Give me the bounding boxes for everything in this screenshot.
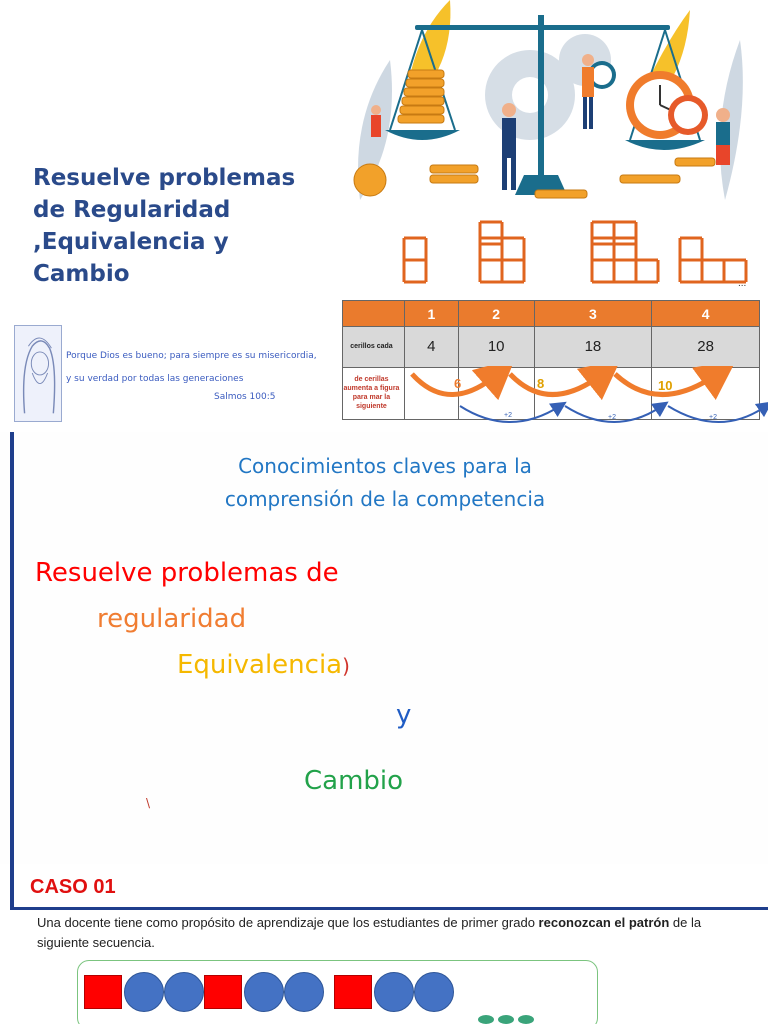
red-square-shape <box>84 975 122 1009</box>
position-cell: 2 <box>458 301 534 327</box>
verse-line-1: Porque Dios es bueno; para siempre es su misericordia, <box>66 351 317 361</box>
case-text-end: de la siguiente secuencia. <box>37 915 702 950</box>
case-title: CASO 01 <box>30 876 116 898</box>
blue-circle-shape <box>244 972 284 1012</box>
title-line-4: Cambio <box>33 261 130 287</box>
slide-1 <box>0 0 768 432</box>
row-label-matches: cerillos cada <box>343 327 405 367</box>
red-square-shape <box>334 975 372 1009</box>
slide-2-heading <box>100 450 670 516</box>
row-label-increment: de cerillas aumenta a figura para mar la siguiente <box>343 367 405 419</box>
competence-line-equivalencia <box>177 650 350 680</box>
position-cell: 4 <box>652 301 760 327</box>
case-description <box>37 913 737 953</box>
stray-mark: \ <box>146 796 151 810</box>
case-text-start: Una docente tiene como propósito de aprendizaje que los estudiantes de primer grado <box>37 915 539 930</box>
table-corner <box>343 301 405 327</box>
heading-line-2: comprensión de la competencia <box>224 487 546 511</box>
sequence-ellipsis: ... <box>738 278 747 289</box>
value-cell: 28 <box>652 327 760 367</box>
matchstick-figures <box>380 218 768 300</box>
increment-arrows <box>400 366 768 428</box>
blue-circle-shape <box>374 972 414 1012</box>
position-cell: 1 <box>404 301 458 327</box>
blue-circle-shape <box>284 972 324 1012</box>
slide-2-left-bar <box>10 432 14 864</box>
competence-line-y: y <box>396 700 412 730</box>
competence-line-cambio: Cambio <box>304 766 404 796</box>
jesus-sketch-image <box>14 325 62 422</box>
increment-label: 10 <box>658 378 673 393</box>
continuation-dot <box>478 1015 494 1024</box>
slide-2 <box>0 432 768 864</box>
second-difference-label: +2 <box>608 414 616 421</box>
heading-line-1: Conocimientos claves para la <box>238 454 532 478</box>
title-line-3: ,Equivalencia y <box>33 229 229 255</box>
slide-3 <box>0 864 768 1024</box>
table-header-row <box>343 301 760 327</box>
table-values-row <box>343 327 760 367</box>
increment-label: 8 <box>537 376 545 391</box>
continuation-dot <box>498 1015 514 1024</box>
case-text-bold: reconozcan el patrón <box>538 915 670 930</box>
slide-3-left-bar <box>10 864 14 910</box>
continuation-dot <box>518 1015 534 1024</box>
verse-line-2: y su verdad por todas las generaciones <box>66 374 244 384</box>
value-cell: 4 <box>404 327 458 367</box>
pattern-sequence-box <box>77 960 598 1024</box>
red-square-shape <box>204 975 242 1009</box>
second-difference-label: +2 <box>504 412 512 419</box>
position-cell: 3 <box>534 301 652 327</box>
blue-circle-shape <box>124 972 164 1012</box>
title-line-2: de Regularidad <box>33 197 231 223</box>
balance-scale-illustration <box>330 0 768 220</box>
case-divider <box>14 907 768 910</box>
equivalencia-paren: ) <box>342 654 350 678</box>
blue-circle-shape <box>164 972 204 1012</box>
competence-line-regularidad: regularidad <box>97 604 247 634</box>
value-cell: 18 <box>534 327 652 367</box>
equivalencia-text: Equivalencia <box>177 650 343 680</box>
increment-label: 6 <box>454 376 462 391</box>
blue-circle-shape <box>414 972 454 1012</box>
title-line-1: Resuelve problemas <box>33 165 296 191</box>
competence-line-resuelve: Resuelve problemas de <box>35 558 339 588</box>
value-cell: 10 <box>458 327 534 367</box>
second-difference-label: +2 <box>709 414 717 421</box>
slide-1-title <box>33 162 333 290</box>
verse-reference: Salmos 100:5 <box>214 392 276 402</box>
